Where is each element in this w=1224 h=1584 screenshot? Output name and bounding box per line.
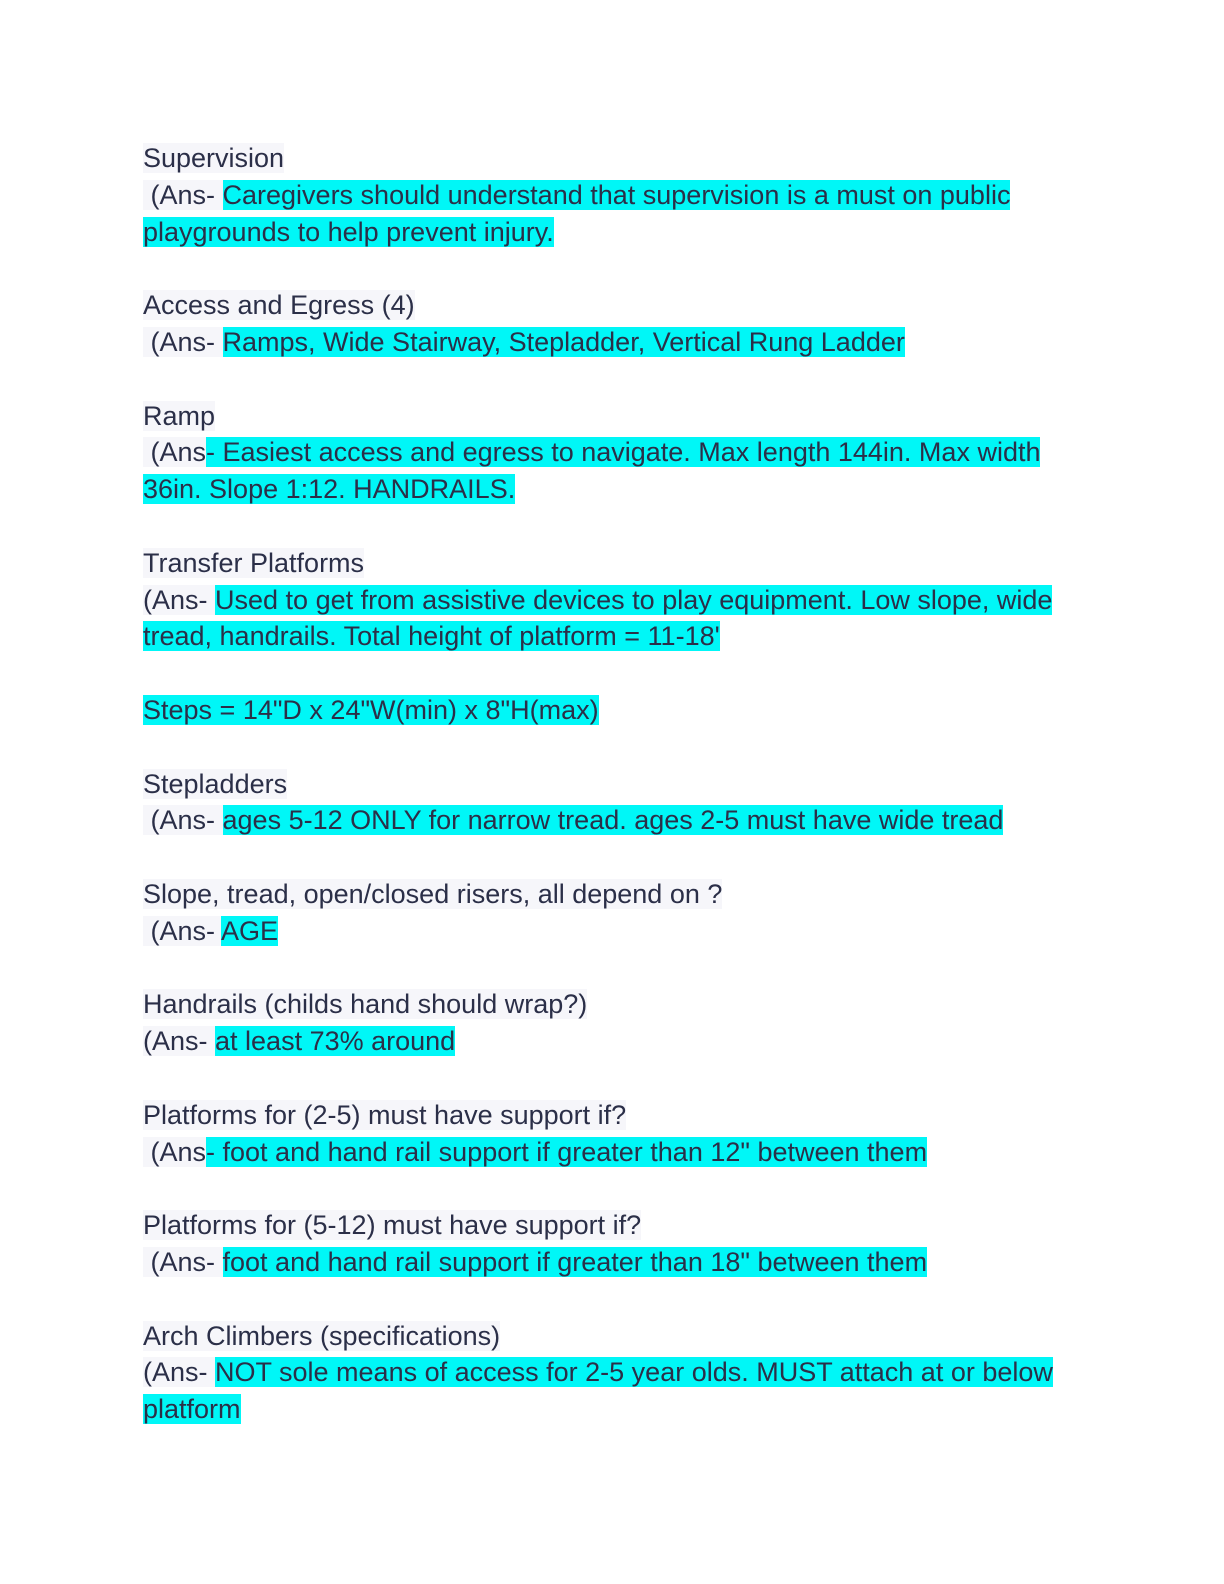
question-text: Platforms for (2-5) must have support if?	[143, 1099, 627, 1130]
answer-highlight: Caregivers should understand that supervision is a must on public playgrounds to help prevent injury.	[143, 179, 1011, 247]
qa-item-access-egress	[143, 287, 1083, 361]
question-text: Supervision	[143, 143, 285, 173]
qa-item-ramp	[143, 398, 1083, 508]
answer-highlight: NOT sole means of access for 2-5 year olds. MUST attach at or below platform	[143, 1357, 1053, 1425]
question-text: Access and Egress (4)	[143, 290, 415, 321]
qa-item-platforms-5-12	[143, 1207, 1083, 1281]
question-text: Slope, tread, open/closed risers, all depend on ?	[143, 878, 723, 909]
question-text: Platforms for (5-12) must have support if?	[143, 1210, 642, 1241]
answer-prefix: (Ans-	[143, 805, 223, 836]
answer-highlight: Ramps, Wide Stairway, Stepladder, Vertical Rung Ladder	[222, 326, 905, 357]
answer-prefix: (Ans	[143, 437, 207, 468]
answer-highlight: AGE	[221, 915, 279, 946]
answer-prefix: (Ans-	[143, 179, 223, 210]
answer-highlight: - foot and hand rail support if greater than 12" between them	[206, 1136, 928, 1167]
answer-prefix: (Ans-	[143, 915, 222, 946]
qa-item-slope-tread	[143, 876, 1083, 950]
answer-highlight: foot and hand rail support if greater than 18" between them	[222, 1246, 928, 1277]
question-text: Handrails (childs hand should wrap?)	[143, 989, 588, 1020]
answer-highlight: ages 5-12 ONLY for narrow tread. ages 2-5 must have wide tread	[222, 805, 1004, 836]
answer-prefix: (Ans-	[143, 326, 223, 357]
answer-highlight: at least 73% around	[215, 1026, 456, 1057]
answer-prefix: (Ans	[143, 1136, 207, 1167]
question-text: Transfer Platforms	[143, 547, 365, 578]
answer-highlight: Used to get from assistive devices to play equipment. Low slope, wide tread, handrails. Total height of platform = 11-18'	[143, 584, 1053, 652]
steps-note	[143, 692, 1083, 729]
steps-highlight: Steps = 14"D x 24"W(min) x 8"H(max)	[143, 694, 599, 725]
answer-prefix: (Ans-	[143, 1246, 223, 1277]
answer-prefix: (Ans-	[143, 1357, 216, 1388]
question-text: Arch Climbers (specifications)	[143, 1320, 501, 1351]
qa-item-stepladders	[143, 766, 1083, 840]
qa-item-arch-climbers	[143, 1318, 1083, 1428]
answer-prefix: (Ans-	[143, 584, 216, 615]
qa-item-supervision	[143, 140, 1083, 250]
question-text: Ramp	[143, 400, 216, 431]
qa-item-platforms-2-5	[143, 1097, 1083, 1171]
qa-item-handrails	[143, 986, 1083, 1060]
document-body	[143, 140, 1083, 1465]
answer-prefix: (Ans-	[143, 1026, 216, 1057]
answer-highlight: - Easiest access and egress to navigate. Max length 144in. Max width 36in. Slope 1:12. HANDRAILS.	[143, 437, 1041, 505]
qa-item-transfer-platforms	[143, 545, 1083, 655]
question-text: Stepladders	[143, 768, 288, 799]
